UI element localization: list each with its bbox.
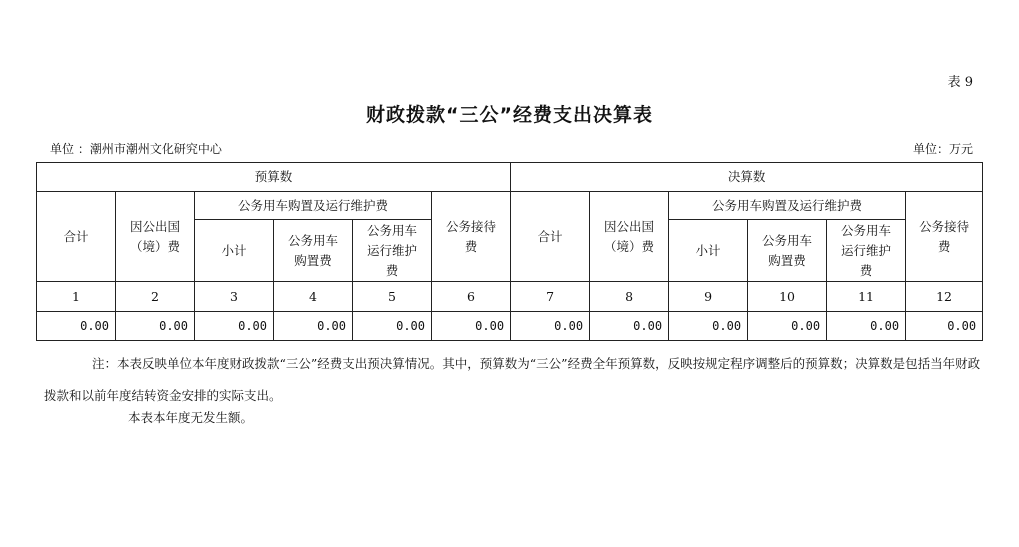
- value-cell: 0.00: [511, 312, 590, 341]
- budget-reception-header: 公务接待 费: [432, 192, 511, 282]
- value-cell: 0.00: [669, 312, 748, 341]
- column-number: 2: [116, 282, 195, 312]
- column-number: 10: [748, 282, 827, 312]
- column-number: 9: [669, 282, 748, 312]
- final-total-header: 合计: [511, 192, 590, 282]
- budget-vehicle-purchase-header: 公务用车 购置费: [274, 220, 353, 282]
- value-cell: 0.00: [195, 312, 274, 341]
- value-cell: 0.00: [432, 312, 511, 341]
- final-reception-header: 公务接待 费: [906, 192, 983, 282]
- value-cell: 0.00: [906, 312, 983, 341]
- final-group-header: 决算数: [511, 163, 983, 192]
- value-cell: 0.00: [590, 312, 669, 341]
- column-number: 12: [906, 282, 983, 312]
- budget-total-header: 合计: [37, 192, 116, 282]
- value-cell: 0.00: [353, 312, 432, 341]
- budget-vehicle-run-header: 公务用车 运行维护 费: [353, 220, 432, 282]
- table-number: 表 9: [947, 75, 973, 90]
- value-cell: 0.00: [827, 312, 906, 341]
- budget-subtotal-header: 小计: [195, 220, 274, 282]
- page-title: 财政拨款“三公”经费支出决算表: [366, 104, 653, 126]
- column-number: 5: [353, 282, 432, 312]
- currency-unit: 单位：万元: [912, 142, 973, 156]
- value-cell: 0.00: [748, 312, 827, 341]
- final-subtotal-header: 小计: [669, 220, 748, 282]
- final-vehicle-run-header: 公务用车 运行维护 费: [827, 220, 906, 282]
- budget-group-header: 预算数: [37, 163, 511, 192]
- column-number: 1: [37, 282, 116, 312]
- column-number: 11: [827, 282, 906, 312]
- value-row: [37, 312, 983, 341]
- no-expense-note: 本表本年度无发生额。: [128, 410, 254, 425]
- column-number: 7: [511, 282, 590, 312]
- final-vehicle-group-header: 公务用车购置及运行维护费: [669, 192, 906, 220]
- column-number: 6: [432, 282, 511, 312]
- group-header-row: [37, 163, 983, 192]
- column-number: 8: [590, 282, 669, 312]
- final-abroad-header: 因公出国 （境）费: [590, 192, 669, 282]
- reporting-unit: 单位 ：潮州市潮州文化研究中心: [50, 142, 222, 156]
- column-number-row: [37, 282, 983, 312]
- value-cell: 0.00: [37, 312, 116, 341]
- table-note: 注：本表反映单位本年度财政拨款“三公”经费支出预决算情况。其中，预算数为“三公”经费全年预算数，反映按规定程序调整后的预算数；决算数是包括当年财政拨款和以前年度结转资金安排的实际支出。: [44, 356, 981, 403]
- budget-abroad-header: 因公出国 （境）费: [116, 192, 195, 282]
- column-number: 3: [195, 282, 274, 312]
- value-cell: 0.00: [274, 312, 353, 341]
- value-cell: 0.00: [116, 312, 195, 341]
- final-vehicle-purchase-header: 公务用车 购置费: [748, 220, 827, 282]
- column-number: 4: [274, 282, 353, 312]
- budget-vehicle-group-header: 公务用车购置及运行维护费: [195, 192, 432, 220]
- sub-header-row: [37, 192, 983, 220]
- three-public-expenses-table: [36, 162, 983, 341]
